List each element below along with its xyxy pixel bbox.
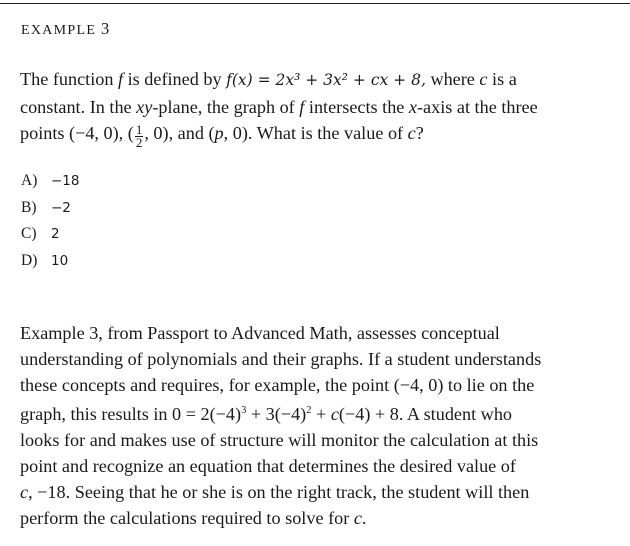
text: + 3(−4) bbox=[246, 404, 307, 424]
paragraph-line: point and recognize an equation that determines the desired value of bbox=[20, 456, 516, 476]
paragraph-line: understanding of polynomials and their graphs. If a student understands bbox=[20, 349, 542, 369]
paragraph-line bbox=[20, 505, 620, 531]
text: is a bbox=[487, 69, 517, 89]
paragraph-line: looks for and makes use of structure will monitor the calculation at this bbox=[20, 430, 539, 450]
text: , 0), and ( bbox=[144, 123, 215, 143]
text: where bbox=[425, 69, 480, 89]
exponent: 3 bbox=[241, 405, 247, 416]
text: -plane, the graph of bbox=[152, 96, 300, 117]
text: points (−4, 0), ( bbox=[20, 123, 134, 143]
choice-value: 10 bbox=[51, 252, 69, 269]
var-f: f bbox=[117, 69, 124, 89]
text: perform the calculations required to solve for bbox=[20, 508, 354, 528]
text: graph, this results in 0 = 2(−4) bbox=[20, 404, 242, 424]
top-rule bbox=[0, 3, 630, 4]
paragraph-line bbox=[20, 398, 620, 427]
example-heading-number: 3 bbox=[101, 19, 110, 38]
explanation-paragraph bbox=[20, 320, 620, 531]
example-heading bbox=[21, 19, 110, 39]
text: , −18. Seeing that he or she is on the right track, the student will then bbox=[28, 482, 530, 502]
fraction-numerator: 1 bbox=[135, 122, 143, 137]
var-p: p bbox=[214, 123, 224, 143]
question-line-3 bbox=[20, 120, 620, 149]
example-heading-word: EXAMPLE bbox=[21, 23, 97, 38]
text: -axis at the three bbox=[416, 96, 538, 117]
text: constant. In the bbox=[20, 96, 137, 117]
choice-b[interactable] bbox=[21, 195, 80, 222]
choice-value: −18 bbox=[51, 173, 80, 189]
paragraph-line bbox=[20, 479, 620, 505]
exponent: 2 bbox=[306, 405, 312, 416]
var-x: x bbox=[408, 96, 417, 117]
var-f: f bbox=[299, 96, 305, 117]
question-text bbox=[20, 66, 620, 149]
var-c: c bbox=[20, 482, 29, 502]
var-xy: xy bbox=[136, 96, 153, 117]
paragraph-line: these concepts and requires, for example, the point (−4, 0) to lie on the bbox=[20, 375, 535, 395]
choice-value: 2 bbox=[51, 226, 60, 242]
function-formula: f(x) = 2x³ + 3x² + cx + 8, bbox=[226, 71, 426, 89]
question-line-1 bbox=[20, 66, 620, 94]
text: intersects the bbox=[304, 96, 409, 117]
fraction-one-half bbox=[135, 124, 144, 149]
choice-letter: A) bbox=[21, 172, 38, 189]
text: The function bbox=[20, 69, 118, 89]
var-c: c bbox=[330, 404, 339, 424]
choice-letter: D) bbox=[21, 251, 38, 269]
question-line-2 bbox=[20, 94, 620, 121]
choice-letter: B) bbox=[21, 198, 37, 216]
text: + bbox=[311, 404, 331, 424]
text: , 0). What is the value of bbox=[223, 123, 408, 143]
choice-a[interactable] bbox=[21, 168, 80, 195]
text: ? bbox=[415, 123, 424, 143]
text: . bbox=[361, 508, 367, 528]
choice-value: −2 bbox=[51, 199, 71, 216]
paragraph-line: Example 3, from Passport to Advanced Math, assesses conceptual bbox=[20, 323, 500, 343]
var-c: c bbox=[353, 508, 362, 528]
choice-c[interactable] bbox=[21, 221, 80, 248]
var-c: c bbox=[479, 69, 488, 89]
fraction-denominator: 2 bbox=[135, 135, 143, 150]
text: is defined by bbox=[123, 69, 227, 89]
choice-d[interactable] bbox=[21, 248, 80, 275]
choice-letter: C) bbox=[21, 225, 37, 242]
var-c: c bbox=[407, 123, 416, 143]
text: (−4) + 8. A student who bbox=[338, 404, 513, 424]
answer-choices bbox=[21, 168, 80, 274]
